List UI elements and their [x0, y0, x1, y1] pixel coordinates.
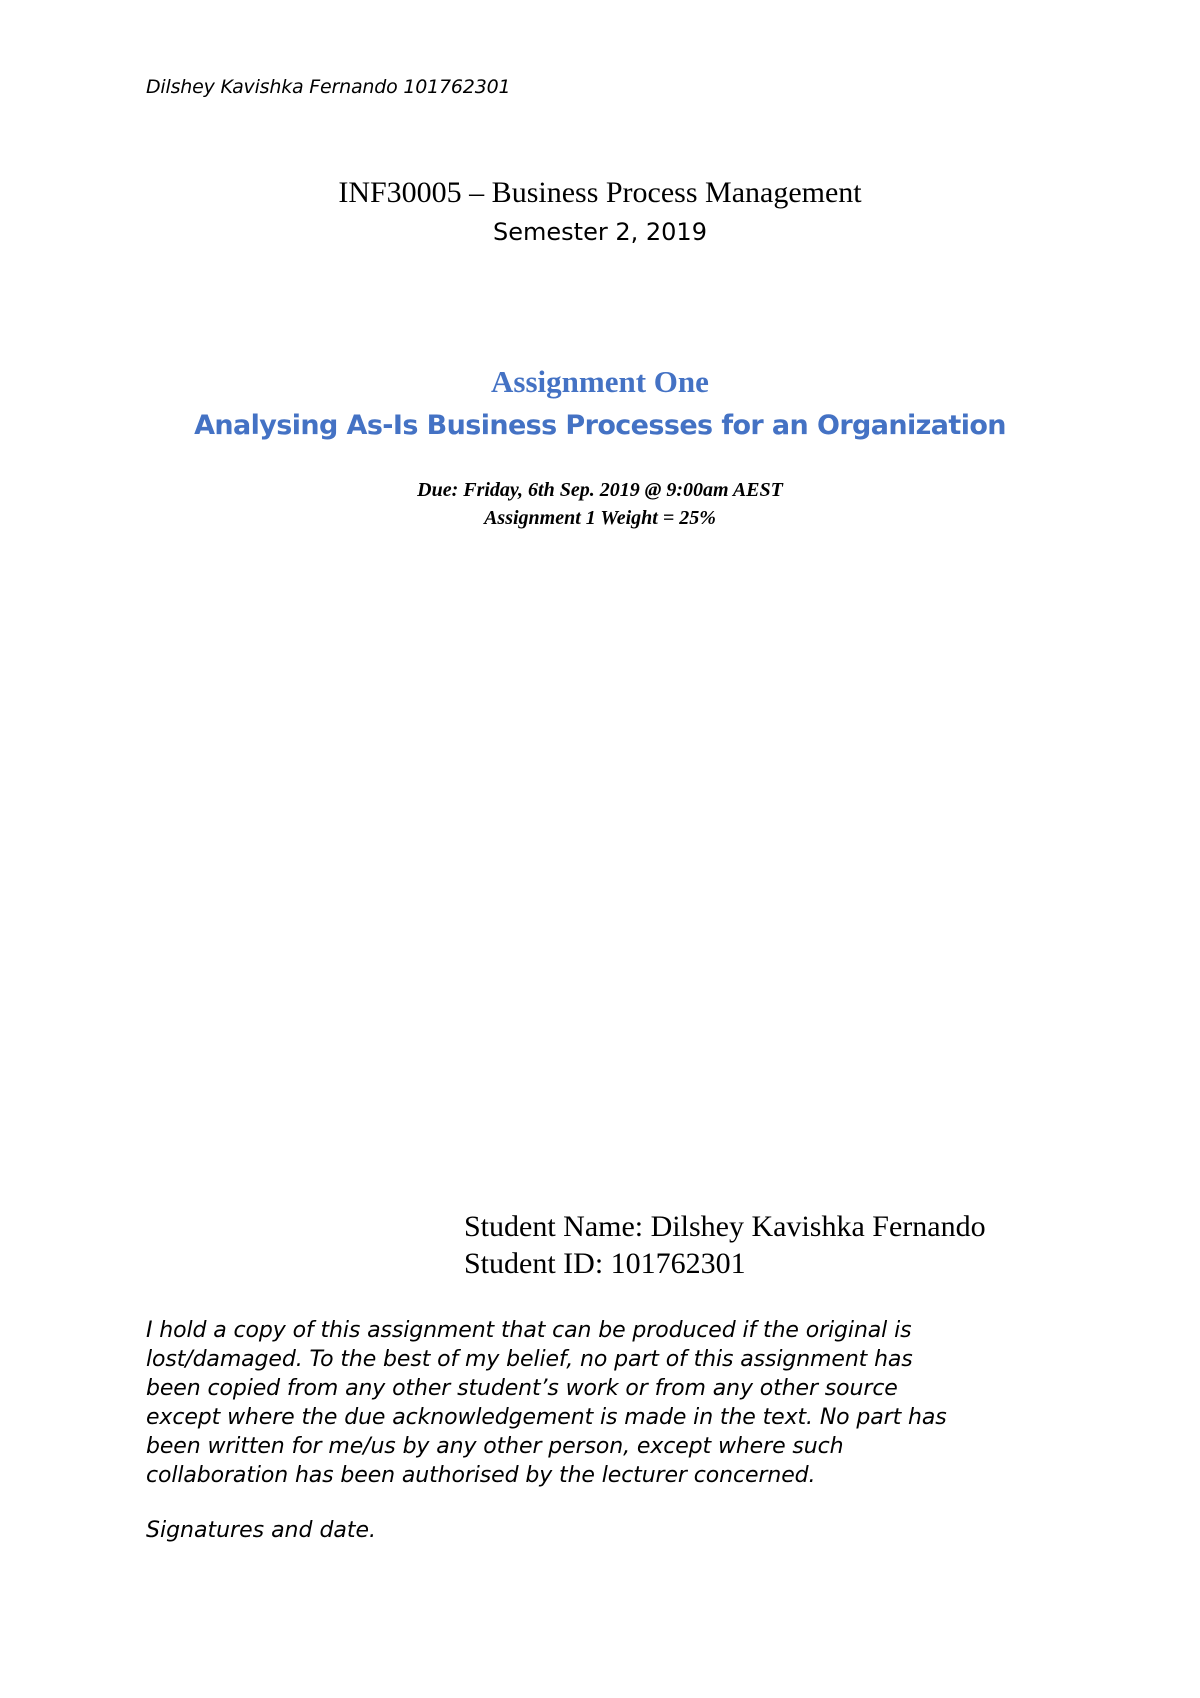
- signatures-label: Signatures and date.: [146, 1518, 377, 1543]
- semester-label: Semester 2, 2019: [493, 218, 707, 246]
- declaration-line: collaboration has been authorised by the lecturer concerned.: [146, 1463, 816, 1488]
- assignment-weight: Assignment 1 Weight = 25%: [484, 507, 716, 529]
- declaration-line: been copied from any other student’s work or from any other source: [146, 1376, 898, 1401]
- due-date: Due: Friday, 6th Sep. 2019 @ 9:00am AEST: [417, 479, 783, 501]
- assignment-title: Assignment One: [491, 364, 709, 399]
- course-title: INF30005 – Business Process Management: [338, 176, 862, 209]
- declaration-line: except where the due acknowledgement is made in the text. No part has: [146, 1405, 947, 1430]
- declaration-line: been written for me/us by any other person, except where such: [146, 1434, 844, 1459]
- declaration-paragraph: [146, 1316, 1066, 1490]
- declaration-line: lost/damaged. To the best of my belief, no part of this assignment has: [146, 1347, 913, 1372]
- header-author-line: Dilshey Kavishka Fernando 101762301: [146, 76, 511, 98]
- declaration-line: I hold a copy of this assignment that can be produced if the original is: [146, 1318, 912, 1343]
- student-id: Student ID: 101762301: [464, 1247, 746, 1280]
- assignment-subtitle: Analysing As-Is Business Processes for an Organization: [194, 410, 1006, 441]
- student-name: Student Name: Dilshey Kavishka Fernando: [464, 1210, 986, 1243]
